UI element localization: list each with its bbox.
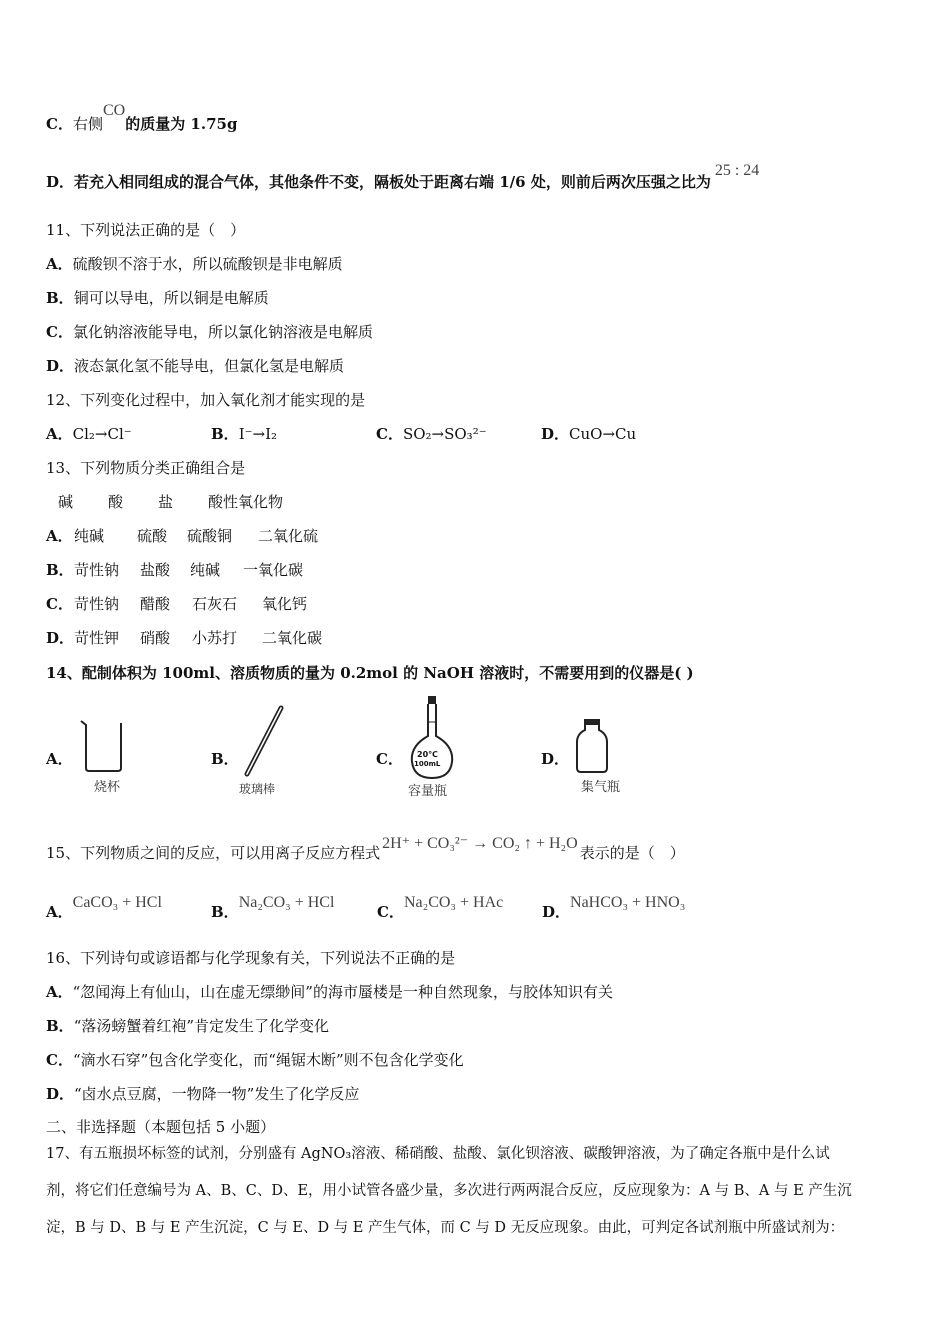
q16-stem: 16、下列诗句或谚语都与化学现象有关，下列说法不正确的是 (46, 949, 456, 967)
q17-line-1: 17、有五瓶损坏标签的试剂，分别盛有 AgNO₃溶液、稀硝酸、盐酸、氯化钡溶液、碳酸钾溶液，为了确定各瓶中是什么试 (46, 1146, 830, 1162)
q15-option-d: D．NaHCO₃ + HNO₃ (542, 894, 686, 921)
q17-line-2: 剂，将它们任意编号为 A、B、C、D、E，用小试管各盛少量，多次进行两两混合反应，反应现象为：A 与 B、A 与 E 产生沉 (46, 1183, 852, 1199)
q16-option-c: C．“滴水石穿”包含化学变化，而“绳锯木断”则不包含化学变化 (46, 1051, 464, 1069)
q17-line-3: 淀，B 与 D、B 与 E 产生沉淀，C 与 E、D 与 E 产生气体，而 C 与 D 无反应现象。由此，可判定各试剂瓶中所盛试剂为： (46, 1220, 845, 1236)
ionic-equation: 2H⁺ + CO₃²⁻ → CO₂ ↑ + H₂O (382, 835, 578, 852)
q12-option-c: C．SO₂→SO₃²⁻ (376, 425, 487, 443)
section-title: 二、非选择题（本题包括 5 小题） (46, 1118, 276, 1136)
volumetric-flask-icon (406, 694, 458, 782)
q16-option-b: B．“落汤螃蟹着红袍”肯定发生了化学变化 (46, 1017, 330, 1035)
q15-option-c: C．Na₂CO₃ + HAc (377, 894, 504, 921)
q13-row-d: D．苛性钾 硝酸 小苏打 二氧化碳 (46, 629, 323, 647)
glass-rod-icon (239, 704, 289, 778)
beaker-icon (78, 718, 126, 774)
flask-label-volume: 100mL (414, 760, 441, 768)
q14-stem: 14、配制体积为 100ml、溶质物质的量为 0.2mol 的 NaOH 溶液时，不需要用到的仪器是( ) (46, 664, 694, 682)
q10-option-c: C．右侧CO的质量为 1.75g (46, 102, 238, 133)
co-formula: CO (102, 102, 126, 119)
q13-row-a: A．纯碱 硫酸 硫酸铜 二氧化硫 (46, 527, 319, 545)
q14-option-c: C． 20℃ 100mL 容量瓶 (376, 692, 516, 802)
q15-option-a: A．CaCO₃ + HCl (46, 894, 162, 921)
q11-option-d: D．液态氯化氢不能导电，但氯化氢是电解质 (46, 357, 345, 375)
q11-option-c: C．氯化钠溶液能导电，所以氯化钠溶液是电解质 (46, 323, 373, 341)
q12-stem: 12、下列变化过程中，加入氧化剂才能实现的是 (46, 391, 366, 409)
flask-label-temp: 20℃ (417, 750, 438, 759)
q16-option-d: D．“卤水点豆腐，一物降一物”发生了化学反应 (46, 1085, 360, 1103)
q16-option-a: A．“忽闻海上有仙山，山在虚无缥缈间”的海市蜃楼是一种自然现象，与胶体知识有关 (46, 983, 613, 1001)
q14-option-d: D． 集气瓶 (541, 692, 681, 802)
q13-stem: 13、下列物质分类正确组合是 (46, 459, 246, 477)
q11-option-a: A．硫酸钡不溶于水，所以硫酸钡是非电解质 (46, 255, 343, 273)
q13-row-b: B．苛性钠 盐酸 纯碱 一氧化碳 (46, 561, 304, 579)
q15-stem: 15、下列物质之间的反应，可以用离子反应方程式2H⁺ + CO₃²⁻ → CO₂ ↑ + H₂O表示的是（ ） (46, 835, 685, 862)
gas-jar-icon (573, 716, 611, 776)
q13-table-header: 碱 酸 盐 酸性氧化物 (58, 493, 284, 511)
q11-option-b: B．铜可以导电，所以铜是电解质 (46, 289, 269, 307)
pressure-ratio: 25 : 24 (714, 162, 760, 179)
q11-stem: 11、下列说法正确的是（ ） (46, 221, 246, 239)
q15-options (46, 894, 786, 923)
q14-option-a: A． 烧杯 (46, 692, 186, 802)
q12-options (46, 424, 646, 444)
option-letter: C． (46, 115, 73, 133)
q12-option-a: A．Cl₂→Cl⁻ (46, 425, 132, 443)
q10-option-d: D．若充入相同组成的混合气体，其他条件不变，隔板处于距离右端 1/6 处，则前后两次压强之比为25 : 24 (46, 162, 760, 191)
q13-row-c: C．苛性钠 醋酸 石灰石 氧化钙 (46, 595, 308, 613)
q12-option-b: B．I⁻→I₂ (211, 425, 278, 443)
q12-option-d: D．CuO→Cu (541, 425, 637, 443)
q14-option-b: B． 玻璃棒 (211, 692, 351, 802)
q15-option-b: B．Na₂CO₃ + HCl (211, 894, 335, 921)
